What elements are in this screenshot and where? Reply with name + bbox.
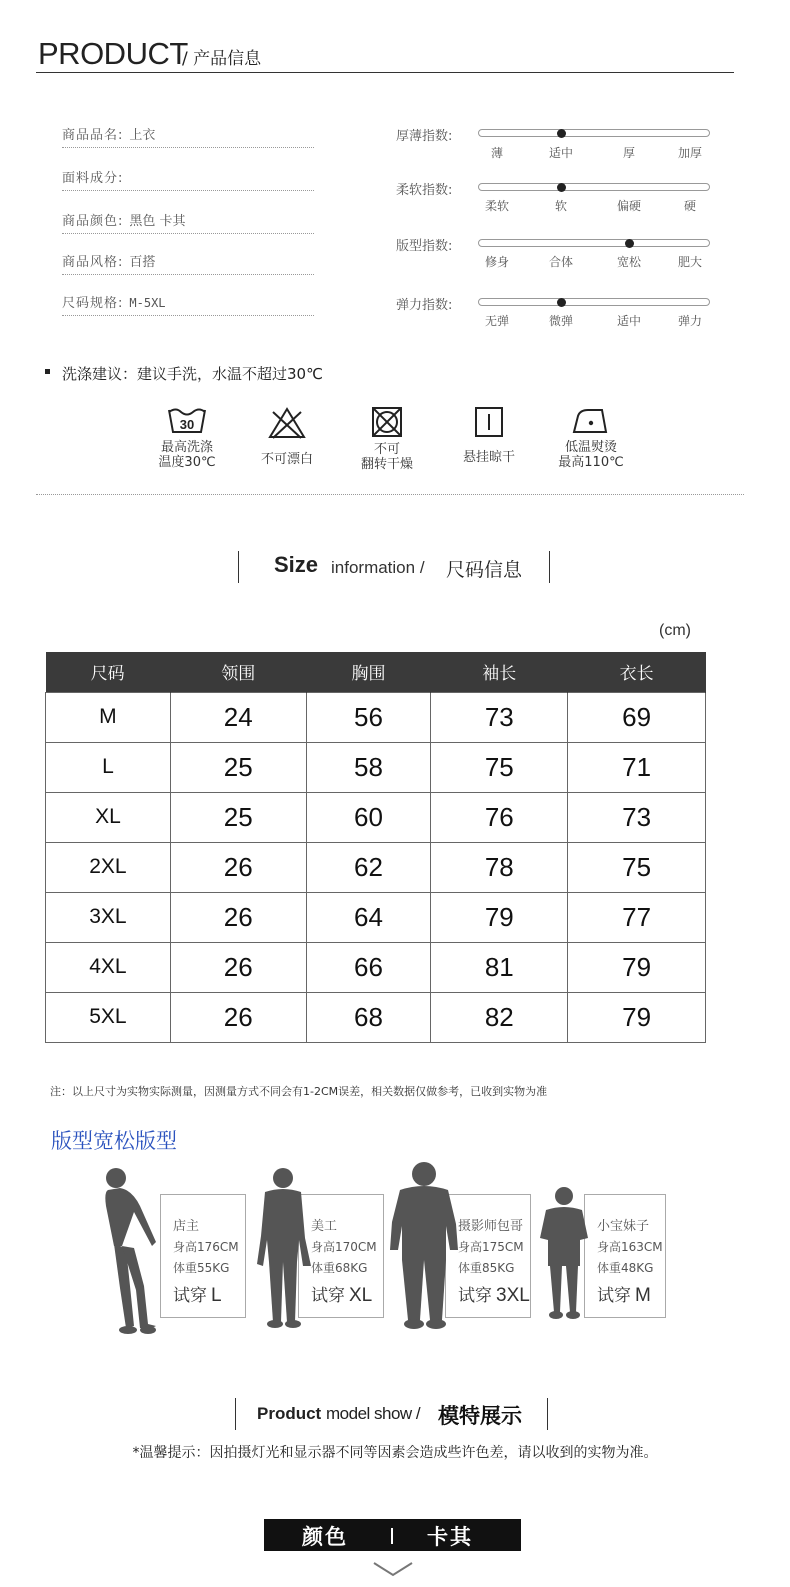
table-cell: 24 bbox=[170, 692, 306, 742]
table-cell: 69 bbox=[568, 692, 706, 742]
elasticity-index-label: 弹力指数: bbox=[396, 298, 453, 313]
table-cell: 66 bbox=[306, 942, 431, 992]
wash-item-label: 翻转干燥 bbox=[360, 457, 413, 472]
table-cell: 26 bbox=[170, 942, 306, 992]
table-cell: 5XL bbox=[46, 992, 171, 1042]
model-show-subtitle: model show / bbox=[326, 1404, 421, 1423]
elasticity-index-ticks bbox=[478, 312, 710, 328]
tick-label: 微弹 bbox=[548, 314, 574, 328]
info-label: 商品颜色: bbox=[62, 214, 124, 229]
elasticity-index-marker bbox=[557, 298, 566, 307]
low-iron-icon bbox=[570, 406, 612, 436]
table-cell: 26 bbox=[170, 842, 306, 892]
model-silhouette-3 bbox=[388, 1160, 460, 1332]
tick-label: 适中 bbox=[548, 146, 574, 160]
table-cell: 79 bbox=[431, 892, 568, 942]
section-divider bbox=[36, 494, 744, 495]
table-cell: 25 bbox=[170, 792, 306, 842]
fit-title: 版型宽松版型 bbox=[51, 1129, 177, 1153]
tick-label: 合体 bbox=[548, 255, 574, 269]
model-height: 身高163CM bbox=[597, 1240, 663, 1254]
wash-item-label: 低温熨烫 bbox=[564, 440, 617, 455]
fit-index-label: 版型指数: bbox=[396, 239, 453, 254]
fit-index-marker bbox=[625, 239, 634, 248]
wash-item-label: 悬挂晾干 bbox=[462, 450, 515, 465]
model-weight: 体重68KG bbox=[311, 1261, 368, 1275]
title-bar-left bbox=[235, 1398, 236, 1430]
model-height: 身高170CM bbox=[311, 1240, 377, 1254]
unit-label: (cm) bbox=[659, 622, 691, 639]
table-cell: 2XL bbox=[46, 842, 171, 892]
table-cell: 56 bbox=[306, 692, 431, 742]
no-bleach-icon bbox=[267, 406, 307, 440]
measurement-note: 注：以上尺寸为实物实际测量，因测量方式不同会有1-2CM误差，相关数据仅做参考，已收到实物为准 bbox=[50, 1085, 548, 1098]
table-cell: L bbox=[46, 742, 171, 792]
info-value: 黑色 卡其 bbox=[129, 214, 186, 229]
thickness-index-label: 厚薄指数: bbox=[396, 129, 453, 144]
table-cell: 26 bbox=[170, 892, 306, 942]
hang-dry-item bbox=[439, 406, 539, 465]
column-header: 领围 bbox=[170, 652, 306, 692]
model-silhouette-2 bbox=[255, 1166, 315, 1330]
try-size: XL bbox=[349, 1285, 373, 1306]
model-silhouette-1 bbox=[96, 1166, 166, 1338]
tick-label: 柔软 bbox=[484, 199, 510, 213]
table-row bbox=[46, 842, 706, 892]
info-value: 百搭 bbox=[129, 255, 156, 270]
table-cell: 26 bbox=[170, 992, 306, 1042]
try-label: 试穿 bbox=[458, 1286, 492, 1306]
info-value: M-5XL bbox=[129, 296, 166, 310]
page-title: PRODUCT bbox=[38, 36, 188, 71]
table-row bbox=[46, 892, 706, 942]
table-cell: 75 bbox=[431, 742, 568, 792]
model-silhouette-4 bbox=[538, 1186, 590, 1322]
table-cell: 68 bbox=[306, 992, 431, 1042]
table-cell: 82 bbox=[431, 992, 568, 1042]
tick-label: 厚 bbox=[622, 146, 636, 160]
model-try-on bbox=[597, 1281, 651, 1307]
table-cell: 78 bbox=[431, 842, 568, 892]
try-size: L bbox=[211, 1285, 222, 1306]
tick-label: 偏硬 bbox=[616, 199, 642, 213]
table-header-row bbox=[46, 652, 706, 692]
bullet-icon bbox=[45, 369, 50, 374]
page-subtitle: / 产品信息 bbox=[182, 49, 262, 69]
info-row-fabric bbox=[62, 167, 314, 191]
color-banner-separator bbox=[391, 1528, 393, 1544]
tick-label: 薄 bbox=[490, 146, 504, 160]
wash-item-label: 温度30℃ bbox=[158, 455, 216, 470]
try-label: 试穿 bbox=[173, 1286, 207, 1306]
model-weight: 体重85KG bbox=[458, 1261, 515, 1275]
info-label: 面料成分: bbox=[62, 171, 124, 186]
model-height: 身高175CM bbox=[458, 1240, 524, 1254]
color-banner-value: 卡其 bbox=[427, 1525, 473, 1549]
try-label: 试穿 bbox=[597, 1286, 631, 1306]
low-iron-item bbox=[541, 406, 641, 470]
table-row bbox=[46, 942, 706, 992]
model-name: 美工 bbox=[311, 1219, 338, 1234]
info-label: 商品风格: bbox=[62, 255, 124, 270]
table-cell: 76 bbox=[431, 792, 568, 842]
tick-label: 肥大 bbox=[677, 255, 703, 269]
softness-index-ticks bbox=[478, 197, 710, 213]
elasticity-index-track bbox=[478, 298, 710, 306]
thickness-index-ticks bbox=[478, 144, 710, 160]
wash-item-label: 不可漂白 bbox=[260, 452, 313, 467]
model-name: 摄影师包哥 bbox=[458, 1219, 524, 1234]
title-bar-right bbox=[549, 551, 550, 583]
tick-label: 软 bbox=[554, 199, 568, 213]
header-divider bbox=[36, 72, 734, 73]
size-table bbox=[45, 652, 706, 1043]
wash-30-icon bbox=[167, 406, 207, 436]
model-weight: 体重48KG bbox=[597, 1261, 654, 1275]
wash-advice: 洗涤建议：建议手洗，水温不超过30℃ bbox=[62, 365, 323, 383]
model-show-title-cn: 模特展示 bbox=[438, 1404, 522, 1428]
info-label: 尺码规格: bbox=[62, 296, 124, 311]
no-tumble-dry-item bbox=[337, 406, 437, 472]
tick-label: 宽松 bbox=[616, 255, 642, 269]
thickness-index-marker bbox=[557, 129, 566, 138]
model-try-on bbox=[173, 1281, 222, 1307]
table-cell: 60 bbox=[306, 792, 431, 842]
no-tumble-dry-icon bbox=[370, 406, 404, 438]
column-header: 衣长 bbox=[568, 652, 706, 692]
no-bleach-item bbox=[237, 406, 337, 467]
model-weight: 体重55KG bbox=[173, 1261, 230, 1275]
table-cell: 73 bbox=[431, 692, 568, 742]
wash-item-label: 最高110℃ bbox=[558, 455, 624, 470]
table-row bbox=[46, 692, 706, 742]
column-header: 胸围 bbox=[306, 652, 431, 692]
wash-item-label: 最高洗涤 bbox=[160, 440, 213, 455]
table-cell: 64 bbox=[306, 892, 431, 942]
table-cell: 79 bbox=[568, 942, 706, 992]
table-row bbox=[46, 742, 706, 792]
try-size: M bbox=[635, 1285, 651, 1306]
table-row bbox=[46, 992, 706, 1042]
size-subtitle: information / bbox=[331, 558, 425, 577]
table-cell: 58 bbox=[306, 742, 431, 792]
size-title-cn: 尺码信息 bbox=[446, 559, 523, 581]
table-cell: 62 bbox=[306, 842, 431, 892]
tick-label: 修身 bbox=[484, 255, 510, 269]
info-row-name bbox=[62, 124, 314, 148]
table-cell: XL bbox=[46, 792, 171, 842]
wash-30-item bbox=[137, 406, 237, 470]
info-label: 商品品名: bbox=[62, 128, 124, 143]
tick-label: 加厚 bbox=[677, 146, 703, 160]
model-height: 身高176CM bbox=[173, 1240, 239, 1254]
table-cell: 81 bbox=[431, 942, 568, 992]
tick-label: 硬 bbox=[683, 199, 697, 213]
model-card-1 bbox=[160, 1194, 246, 1318]
info-value: 上衣 bbox=[129, 128, 156, 143]
model-card-4 bbox=[584, 1194, 666, 1318]
table-row bbox=[46, 792, 706, 842]
color-difference-tip: *温馨提示：因拍摄灯光和显示器不同等因素会造成些许色差，请以收到的实物为准。 bbox=[132, 1445, 658, 1461]
table-cell: 79 bbox=[568, 992, 706, 1042]
try-size: 3XL bbox=[496, 1285, 530, 1306]
model-show-title: Product bbox=[257, 1404, 322, 1423]
tick-label: 弹力 bbox=[677, 314, 703, 328]
chevron-down-icon bbox=[372, 1559, 414, 1579]
table-cell: M bbox=[46, 692, 171, 742]
tick-label: 适中 bbox=[616, 314, 642, 328]
try-label: 试穿 bbox=[311, 1286, 345, 1306]
softness-index-marker bbox=[557, 183, 566, 192]
table-cell: 73 bbox=[568, 792, 706, 842]
table-cell: 25 bbox=[170, 742, 306, 792]
softness-index-label: 柔软指数: bbox=[396, 183, 453, 198]
hang-dry-icon bbox=[472, 406, 506, 438]
table-cell: 4XL bbox=[46, 942, 171, 992]
table-cell: 75 bbox=[568, 842, 706, 892]
model-name: 小宝妹子 bbox=[597, 1219, 650, 1234]
table-cell: 71 bbox=[568, 742, 706, 792]
color-banner-label: 颜色 bbox=[302, 1525, 348, 1549]
thickness-index-track bbox=[478, 129, 710, 137]
fit-index-ticks bbox=[478, 253, 710, 269]
size-title: Size bbox=[274, 552, 319, 577]
softness-index-track bbox=[478, 183, 710, 191]
info-row-color bbox=[62, 210, 314, 234]
model-try-on bbox=[311, 1281, 372, 1307]
column-header: 尺码 bbox=[46, 652, 171, 692]
wash-item-label: 不可 bbox=[373, 442, 400, 457]
table-cell: 3XL bbox=[46, 892, 171, 942]
table-cell: 77 bbox=[568, 892, 706, 942]
model-try-on bbox=[458, 1281, 530, 1307]
info-row-size bbox=[62, 292, 314, 316]
tick-label: 无弹 bbox=[484, 314, 510, 328]
model-name: 店主 bbox=[173, 1219, 200, 1234]
wash-temp-badge: 30 bbox=[179, 417, 195, 432]
column-header: 袖长 bbox=[431, 652, 568, 692]
title-bar-right bbox=[547, 1398, 548, 1430]
color-banner bbox=[264, 1519, 521, 1551]
fit-index-track bbox=[478, 239, 710, 247]
info-row-style bbox=[62, 251, 314, 275]
title-bar-left bbox=[238, 551, 239, 583]
